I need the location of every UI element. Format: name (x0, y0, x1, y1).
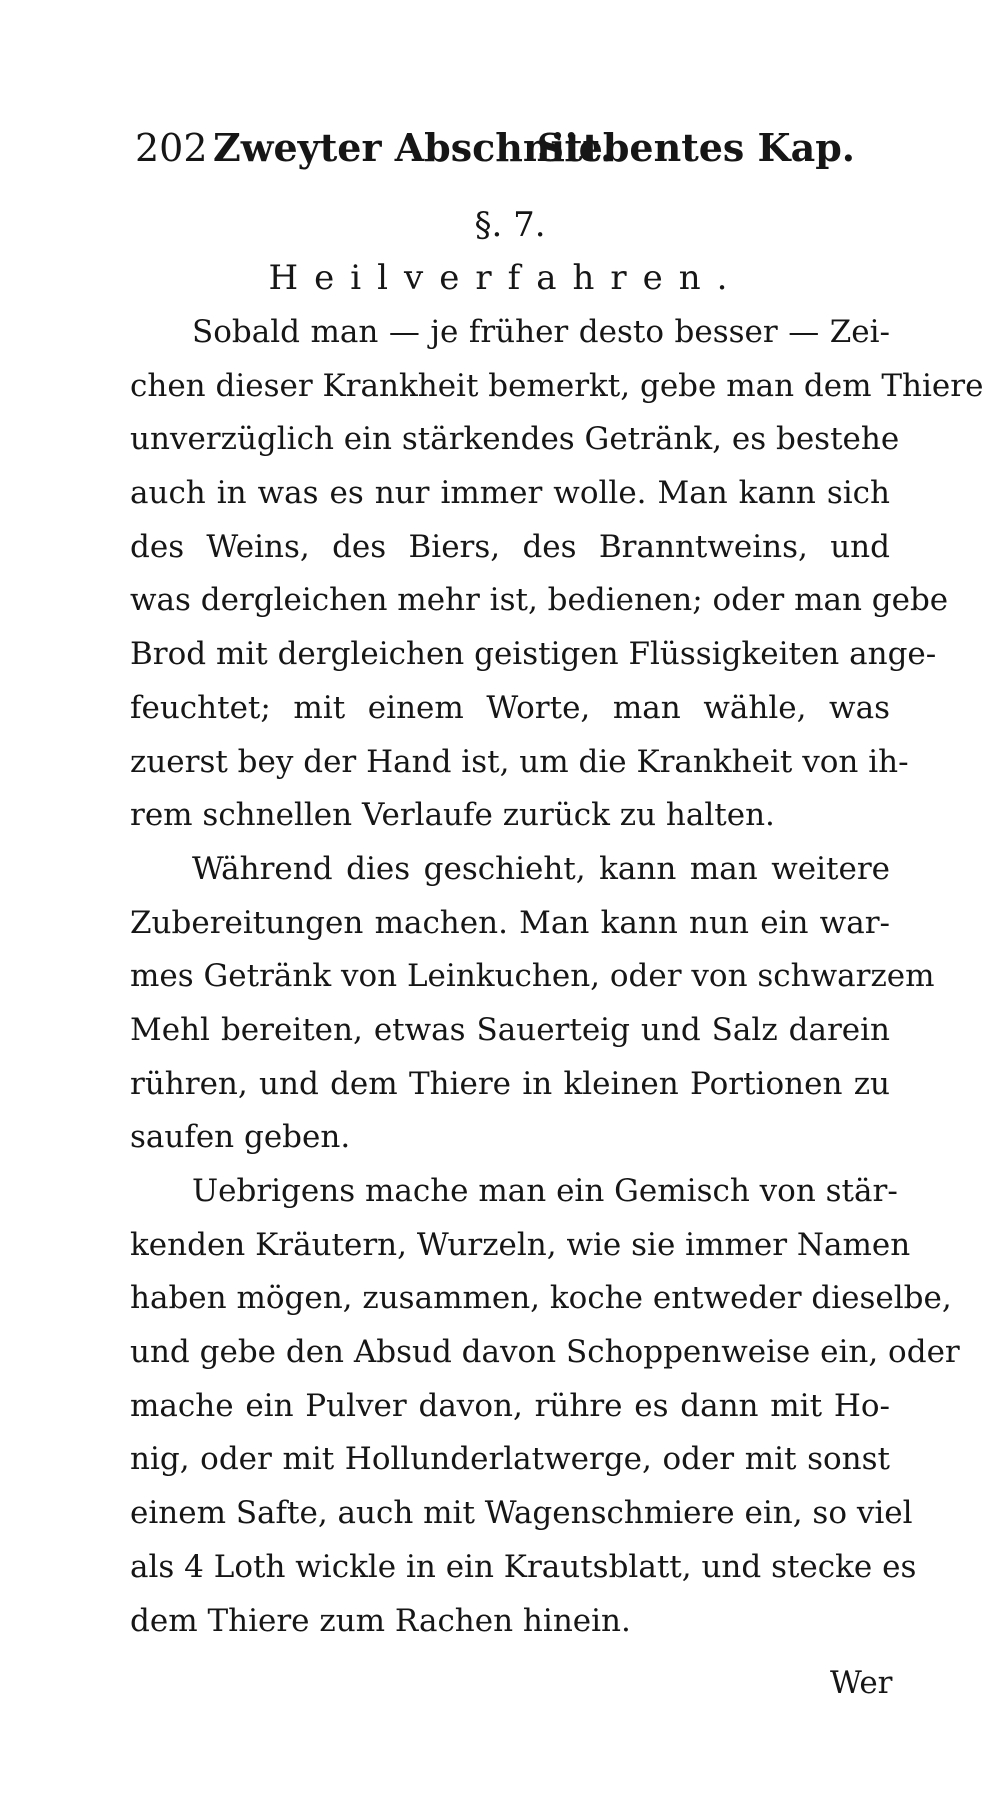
text-line: kenden Kräutern, Wurzeln, wie sie immer Namen (130, 1226, 911, 1263)
page-number: 202 (135, 126, 208, 170)
paragraph (130, 1165, 960, 1648)
section-title: Heilverfahren. (268, 258, 744, 298)
text-line: einem Safte, auch mit Wagenschmiere ein, so viel (130, 1495, 913, 1532)
text-line: dem Thiere zum Rachen hinein. (130, 1602, 631, 1639)
text-line: Uebrigens mache man ein Gemisch von stär- (192, 1173, 898, 1209)
paragraph (130, 843, 935, 1165)
paragraph (130, 306, 984, 843)
text-line: chen dieser Krankheit bemerkt, gebe man dem Thiere (130, 367, 984, 404)
text-line: Zubereitungen machen. Man kann nun ein war- (130, 904, 890, 941)
text-line: Während dies geschieht, kann man weitere (192, 850, 890, 887)
text-line: und gebe den Absud davon Schoppenweise ein, oder (130, 1334, 960, 1371)
text-line: haben mögen, zusammen, koche entweder dieselbe, (130, 1280, 952, 1317)
text-line: nig, oder mit Hollunderlatwerge, oder mit sonst (130, 1441, 890, 1478)
body-text (130, 306, 984, 1648)
text-line: saufen geben. (130, 1119, 351, 1156)
text-line: mache ein Pulver davon, rühre es dann mit Ho- (130, 1387, 890, 1424)
running-head (135, 118, 855, 178)
catchword: Wer (830, 1665, 893, 1701)
text-line: Brod mit dergleichen geistigen Flüssigkeiten ange- (130, 636, 937, 673)
running-head-chapter: Siebentes Kap. (536, 125, 855, 170)
text-line: als 4 Loth wickle in ein Krautsblatt, und stecke es (130, 1548, 917, 1585)
running-head-section: Zweyter Abschnitt. (213, 125, 614, 170)
text-line: rühren, und dem Thiere in kleinen Portionen zu (130, 1065, 890, 1102)
text-line: Mehl bereiten, etwas Sauerteig und Salz darein (130, 1011, 890, 1048)
text-line: auch in was es nur immer wolle. Man kann sich (130, 475, 890, 512)
text-line: rem schnellen Verlaufe zurück zu halten. (130, 797, 775, 834)
text-line: mes Getränk von Leinkuchen, oder von schwarzem (130, 958, 935, 995)
text-line: zuerst bey der Hand ist, um die Krankheit von ih- (130, 743, 909, 780)
text-line: Sobald man — je früher desto besser — Zei- (192, 314, 890, 350)
text-line: was dergleichen mehr ist, bedienen; oder man gebe (130, 582, 949, 619)
text-line: des Weins, des Biers, des Branntweins, und (130, 528, 890, 565)
text-line: unverzüglich ein stärkendes Getränk, es bestehe (130, 421, 900, 458)
text-line: feuchtet; mit einem Worte, man wähle, was (130, 689, 890, 726)
section-number: §. 7. (474, 205, 546, 245)
